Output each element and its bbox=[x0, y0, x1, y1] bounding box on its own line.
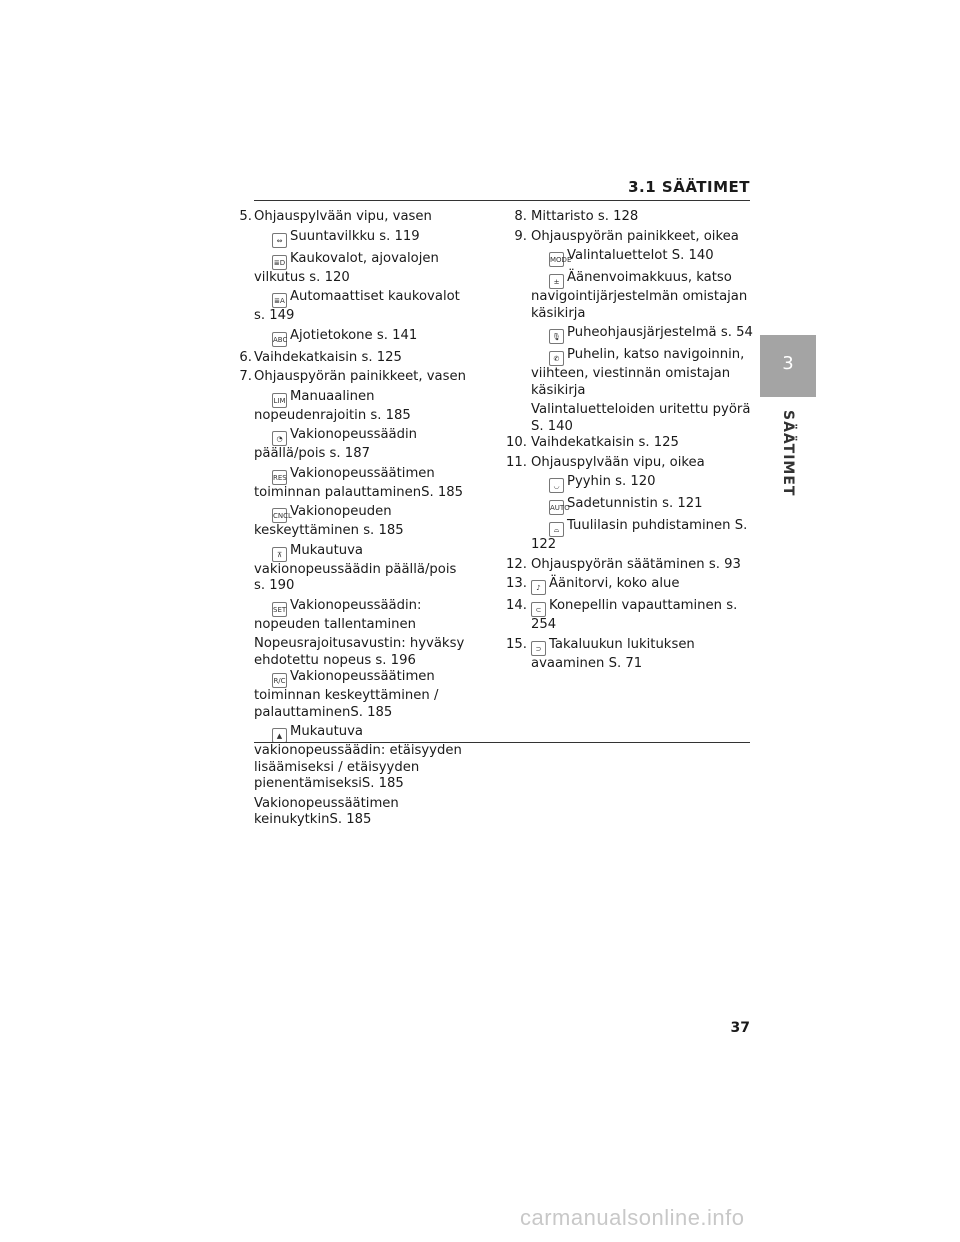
list-item bbox=[495, 637, 757, 673]
adaptive-cruise-icon: ⊼ bbox=[272, 547, 287, 562]
section-title: 3.1 SÄÄTIMET bbox=[628, 178, 750, 196]
sub-item bbox=[254, 328, 471, 347]
washer-icon: ⌓ bbox=[549, 522, 564, 537]
volume-icon: ± bbox=[549, 274, 564, 289]
sub-item-text: Valintaluettelot S. 140 bbox=[567, 248, 714, 263]
chapter-number: 3 bbox=[782, 353, 794, 374]
item-number: 14. bbox=[506, 598, 527, 613]
sub-item bbox=[254, 427, 471, 463]
list-item bbox=[495, 209, 757, 226]
plain-text: Vakionopeussäätimen keinukytkinS. 185 bbox=[254, 795, 399, 827]
list-item bbox=[495, 229, 757, 246]
res-cncl-icon: R/C bbox=[272, 673, 287, 688]
wiper-icon: ◡ bbox=[549, 478, 564, 493]
plain-text: Valintaluetteloiden uritettu pyörä S. 140 bbox=[531, 402, 751, 434]
sub-item-text: Manuaalinen nopeudenrajoitin s. 185 bbox=[254, 388, 411, 423]
sub-item bbox=[254, 504, 471, 540]
list-item bbox=[495, 576, 757, 595]
mode-icon: MODE bbox=[549, 252, 564, 267]
item-text: Vaihdekatkaisin s. 125 bbox=[531, 435, 679, 450]
sub-item-text: Sadetunnistin s. 121 bbox=[567, 496, 703, 511]
sub-item bbox=[254, 724, 471, 793]
left-column bbox=[226, 209, 471, 829]
item-text: Ohjauspyörän painikkeet, oikea bbox=[531, 228, 739, 244]
item-number: 13. bbox=[506, 576, 527, 591]
sub-item-text: Kaukovalot, ajovalojen vilkutus s. 120 bbox=[254, 250, 439, 285]
list-item bbox=[495, 598, 757, 634]
page-header bbox=[254, 178, 750, 201]
list-item bbox=[495, 557, 757, 574]
item-text: Ohjauspyörän painikkeet, vasen bbox=[254, 369, 466, 384]
list-item bbox=[495, 435, 757, 452]
sub-item-text: Tuulilasin puhdistaminen S. 122 bbox=[531, 518, 748, 552]
sub-item bbox=[531, 474, 757, 493]
high-beam-icon: ≣D bbox=[272, 255, 287, 270]
sub-item-text: Ajotietokone s. 141 bbox=[290, 327, 418, 343]
list-item bbox=[226, 350, 471, 367]
turn-signal-icon: ⇔ bbox=[272, 233, 287, 248]
list-item bbox=[226, 369, 471, 386]
item-text: Konepellin vapauttaminen s. 254 bbox=[531, 598, 738, 632]
set-icon: SET bbox=[272, 602, 287, 617]
item-text: Takaluukun lukituksen avaaminen S. 71 bbox=[531, 636, 695, 671]
auto-high-beam-icon: ≣A bbox=[272, 293, 287, 308]
item-number: 5. bbox=[239, 209, 252, 224]
sub-item-text: Suuntavilkku s. 119 bbox=[290, 228, 420, 244]
watermark: carmanualsonline.info bbox=[520, 1205, 745, 1230]
list-item bbox=[495, 455, 757, 472]
trunk-release-icon: ⊃ bbox=[531, 641, 546, 656]
sub-item bbox=[254, 466, 471, 502]
chapter-label: SÄÄTIMET bbox=[780, 410, 796, 497]
sub-item bbox=[254, 251, 471, 287]
cruise-control-icon: ◔ bbox=[272, 431, 287, 446]
sub-item bbox=[531, 496, 757, 515]
sub-item bbox=[254, 389, 471, 425]
item-number: 11. bbox=[506, 454, 527, 470]
item-number: 6. bbox=[239, 349, 252, 365]
sub-item bbox=[531, 518, 757, 554]
plain-text: Nopeusrajoitusavustin: hyväksy ehdotettu nopeus s. 196 bbox=[254, 636, 465, 668]
sub-item bbox=[254, 229, 471, 248]
sub-item-text: Pyyhin s. 120 bbox=[567, 474, 656, 489]
microphone-icon: 🎙 bbox=[549, 329, 564, 344]
item-number: 8. bbox=[514, 209, 527, 224]
content-end-rule bbox=[254, 742, 750, 743]
item-text: Mittaristo s. 128 bbox=[531, 209, 639, 224]
item-text: Ohjauspylvään vipu, vasen bbox=[254, 209, 432, 224]
sub-item bbox=[254, 289, 471, 325]
sub-item-text: Äänenvoimakkuus, katso navigointijärjestelmän omistajan käsikirja bbox=[531, 270, 748, 321]
sub-item-text: Vakionopeussäädin päällä/pois s. 187 bbox=[254, 427, 418, 461]
sub-item-text: Vakionopeussäätimen toiminnan keskeyttäminen / palauttaminenS. 185 bbox=[254, 669, 439, 720]
item-number: 7. bbox=[239, 369, 252, 384]
page-number: 37 bbox=[730, 1020, 750, 1036]
right-column bbox=[495, 209, 757, 675]
sub-item-text: Mukautuva vakionopeussäädin päällä/pois s. 190 bbox=[254, 542, 457, 593]
sub-item bbox=[254, 669, 471, 721]
item-number: 12. bbox=[506, 556, 527, 572]
sub-item bbox=[254, 598, 471, 634]
item-number: 15. bbox=[506, 636, 527, 652]
item-number: 9. bbox=[514, 228, 527, 244]
sub-item bbox=[531, 347, 757, 399]
hood-release-icon: ⊂ bbox=[531, 602, 546, 617]
sub-item-text: Vakionopeussäätimen toiminnan palauttaminenS. 185 bbox=[254, 465, 464, 500]
speed-limiter-icon: LIM bbox=[272, 393, 287, 408]
horn-icon: ♪ bbox=[531, 580, 546, 595]
sub-item bbox=[254, 543, 471, 595]
sub-item-text: Vakionopeuden keskeyttäminen s. 185 bbox=[254, 504, 404, 538]
item-text: Ohjauspylvään vipu, oikea bbox=[531, 454, 705, 470]
sub-item bbox=[531, 248, 757, 267]
item-text: Vaihdekatkaisin s. 125 bbox=[254, 349, 402, 365]
resume-icon: RES bbox=[272, 470, 287, 485]
trip-computer-icon: ABC bbox=[272, 332, 287, 347]
sub-item-text: Vakionopeussäädin: nopeuden tallentaminen bbox=[254, 597, 422, 632]
sub-item bbox=[531, 325, 757, 344]
sub-item-text: Mukautuva vakionopeussäädin: etäisyyden lisäämiseksi / etäisyyden pienentämiseksiS. 185 bbox=[254, 724, 462, 791]
chapter-tab[interactable] bbox=[760, 335, 816, 397]
list-item bbox=[226, 209, 471, 226]
item-text: Äänitorvi, koko alue bbox=[549, 576, 680, 591]
phone-icon: ✆ bbox=[549, 351, 564, 366]
item-text: Ohjauspyörän säätäminen s. 93 bbox=[531, 556, 741, 572]
distance-icon: ▲ bbox=[272, 728, 287, 743]
item-number: 10. bbox=[506, 435, 527, 450]
sub-item-text: Automaattiset kaukovalot s. 149 bbox=[254, 289, 460, 323]
sub-item bbox=[531, 270, 757, 322]
sub-item-text: Puhelin, katso navigoinnin, viihteen, viestinnän omistajan käsikirja bbox=[531, 347, 745, 398]
rain-sensor-icon: AUTO bbox=[549, 500, 564, 515]
cancel-icon: CNCL bbox=[272, 508, 287, 523]
sub-item-text: Puheohjausjärjestelmä s. 54 bbox=[567, 325, 753, 340]
